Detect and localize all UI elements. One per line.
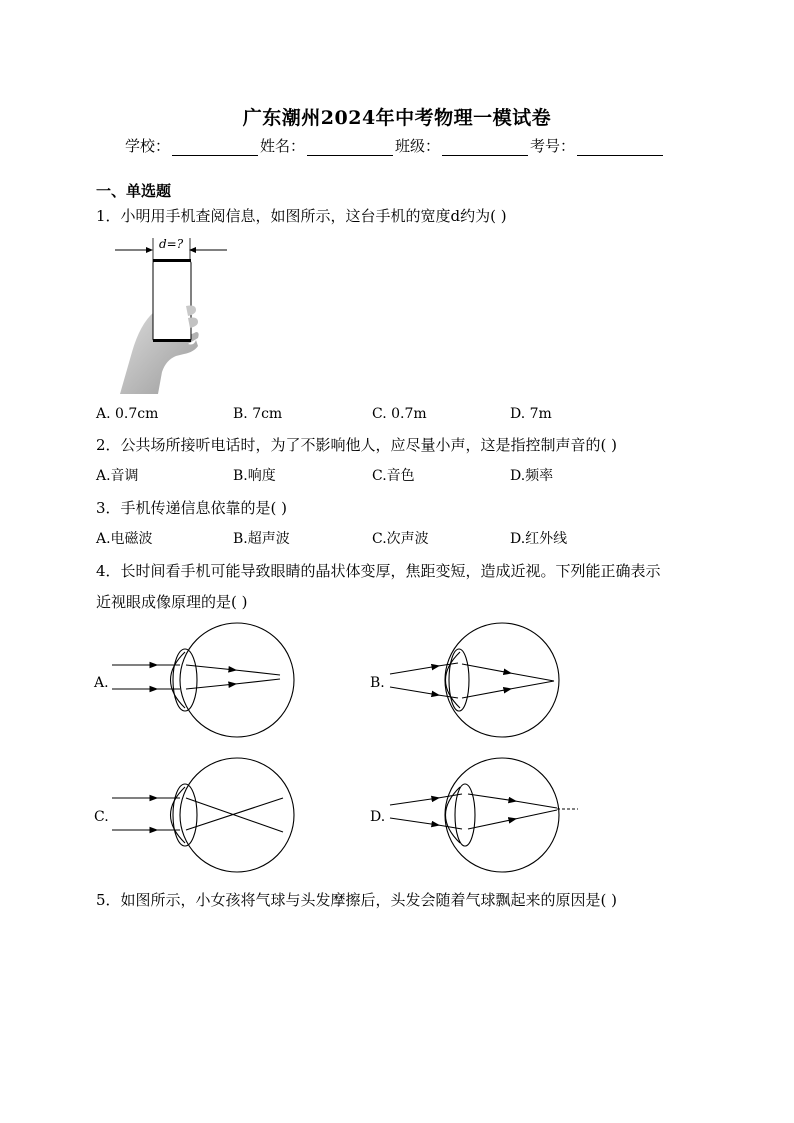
name-blank xyxy=(307,139,393,156)
eye-diagram-a xyxy=(112,623,294,737)
student-info-row xyxy=(125,135,663,156)
eye-diagrams xyxy=(90,620,620,878)
class-blank xyxy=(442,139,528,156)
question-4-line2: 近视眼成像原理的是( ) xyxy=(96,593,248,611)
q1-option-b: B. 7cm xyxy=(233,406,283,422)
name-label: 姓名： xyxy=(260,137,306,155)
q3-option-a: A.电磁波 xyxy=(96,531,153,547)
question-3-text: 3．手机传递信息依靠的是( ) xyxy=(96,499,288,517)
class-label: 班级： xyxy=(395,137,441,155)
width-label: d=? xyxy=(159,237,184,251)
phone-in-hand-figure xyxy=(110,232,235,397)
eye-label-c: C. xyxy=(94,809,109,825)
q1-option-a: A. 0.7cm xyxy=(96,406,159,422)
eye-diagram-b xyxy=(390,623,559,737)
q3-option-d: D.红外线 xyxy=(510,531,568,547)
q1-option-c: C. 0.7m xyxy=(372,406,427,422)
phone-body xyxy=(153,261,191,341)
q1-option-d: D. 7m xyxy=(510,406,552,422)
eye-label-b: B. xyxy=(370,675,385,691)
q2-option-b: B.响度 xyxy=(233,468,276,484)
eye-diagram-d xyxy=(390,758,578,872)
page-title: 广东潮州2024年中考物理一模试卷 xyxy=(242,107,552,129)
q3-option-b: B.超声波 xyxy=(233,531,290,547)
question-2-text: 2．公共场所接听电话时，为了不影响他人，应尽量小声，这是指控制声音的( ) xyxy=(96,436,618,454)
school-blank xyxy=(172,139,258,156)
q2-option-d: D.频率 xyxy=(510,468,554,484)
question-4-line1: 4．长时间看手机可能导致眼睛的晶状体变厚，焦距变短，造成近视。下列能正确表示 xyxy=(96,562,661,580)
eye-label-d: D. xyxy=(370,809,386,825)
left-arrow-head xyxy=(146,247,153,253)
q2-option-a: A.音调 xyxy=(96,468,139,484)
section-heading: 一、单选题 xyxy=(96,182,172,200)
question-1-text: 1．小明用手机查阅信息，如图所示，这台手机的宽度d约为( ) xyxy=(96,207,507,225)
exam-no-blank xyxy=(577,139,663,156)
q3-option-c: C.次声波 xyxy=(372,531,429,547)
school-label: 学校： xyxy=(125,137,171,155)
eye-label-a: A. xyxy=(94,675,109,691)
eye-diagram-c xyxy=(112,758,294,872)
exam-no-label: 考号： xyxy=(530,137,576,155)
question-5-text: 5．如图所示，小女孩将气球与头发摩擦后，头发会随着气球飘起来的原因是( ) xyxy=(96,891,618,909)
q2-option-c: C.音色 xyxy=(372,468,415,484)
